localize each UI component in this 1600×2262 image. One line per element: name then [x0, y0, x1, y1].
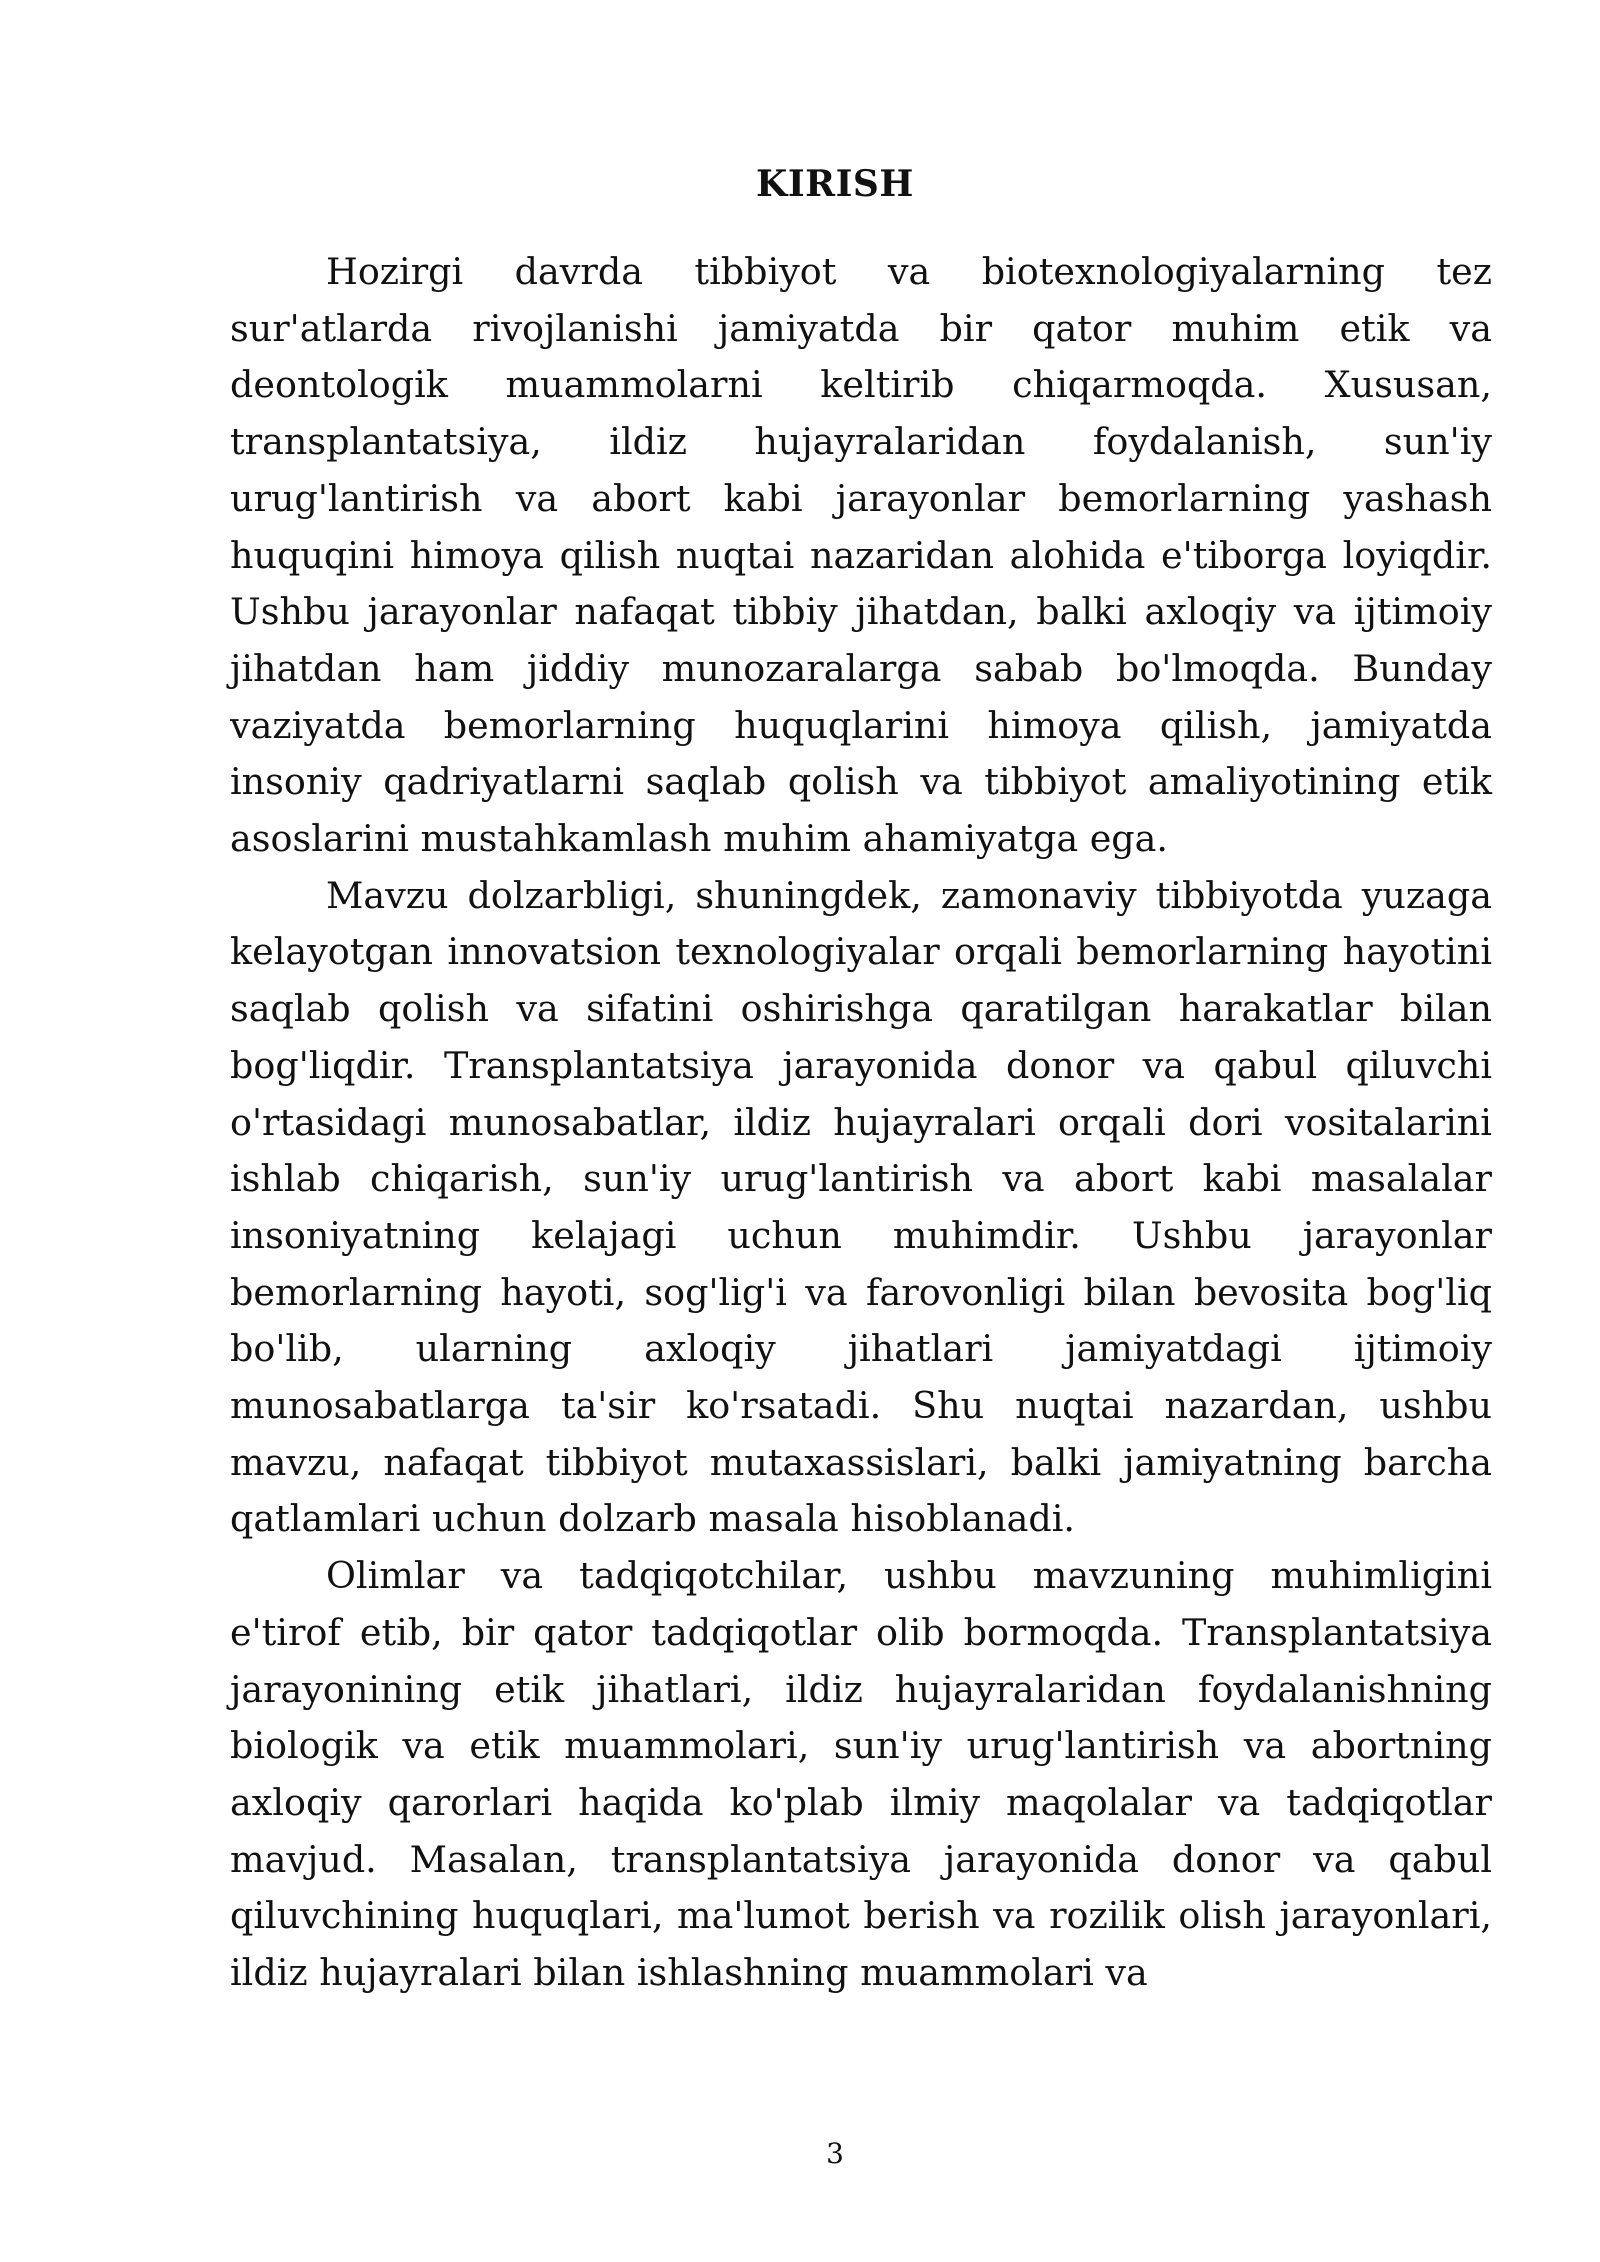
- body-text: [230, 244, 1492, 2002]
- paragraph-3: Olimlar va tadqiqotchilar, ushbu mavzuning muhimligini e'tirof etib, bir qator tadqiqotlar olib bormoqda. Transplantatsiya jarayonining etik jihatlari, ildiz hujayralaridan foydalanishning biologik va etik muammolari, sun'iy urug'lantirish va abortning axloqiy qarorlari haqida ko'plab ilmiy maqolalar va tadqiqotlar mavjud. Masalan, transplantatsiya jarayonida donor va qabul qiluvchining huquqlari, ma'lumot berish va rozilik olish jarayonlari, ildiz hujayralari bilan ishlashning muammolari va: [230, 1554, 1492, 1995]
- page-number: 3: [826, 2137, 844, 2170]
- paragraph-1: Hozirgi davrda tibbiyot va biotexnologiyalarning tez sur'atlarda rivojlanishi jamiyatda bir qator muhim etik va deontologik muammolarni keltirib chiqarmoqda. Xususan, transplantatsiya, ildiz hujayralaridan foydalanish, sun'iy urug'lantirish va abort kabi jarayonlar bemorlarning yashash huquqini himoya qilish nuqtai nazaridan alohida e'tiborga loyiqdir. Ushbu jarayonlar nafaqat tibbiy jihatdan, balki axloqiy va ijtimoiy jihatdan ham jiddiy munozaralarga sabab bo'lmoqda. Bunday vaziyatda bemorlarning huquqlarini himoya qilish, jamiyatda insoniy qadriyatlarni saqlab qolish va tibbiyot amaliyotining etik asoslarini mustahkamlash muhim ahamiyatga ega.: [230, 250, 1492, 861]
- section-heading: KIRISH: [756, 163, 914, 205]
- paragraph-2: Mavzu dolzarbligi, shuningdek, zamonaviy tibbiyotda yuzaga kelayotgan innovatsion texnologiyalar orqali bemorlarning hayotini saqlab qolish va sifatini oshirishga qaratilgan harakatlar bilan bog'liqdir. Transplantatsiya jarayonida donor va qabul qiluvchi o'rtasidagi munosabatlar, ildiz hujayralari orqali dori vositalarini ishlab chiqarish, sun'iy urug'lantirish va abort kabi masalalar insoniyatning kelajagi uchun muhimdir. Ushbu jarayonlar bemorlarning hayoti, sog'lig'i va farovonligi bilan bevosita bog'liq bo'lib, ularning axloqiy jihatlari jamiyatdagi ijtimoiy munosabatlarga ta'sir ko'rsatadi. Shu nuqtai nazardan, ushbu mavzu, nafaqat tibbiyot mutaxassislari, balki jamiyatning barcha qatlamlari uchun dolzarb masala hisoblanadi.: [230, 873, 1492, 1541]
